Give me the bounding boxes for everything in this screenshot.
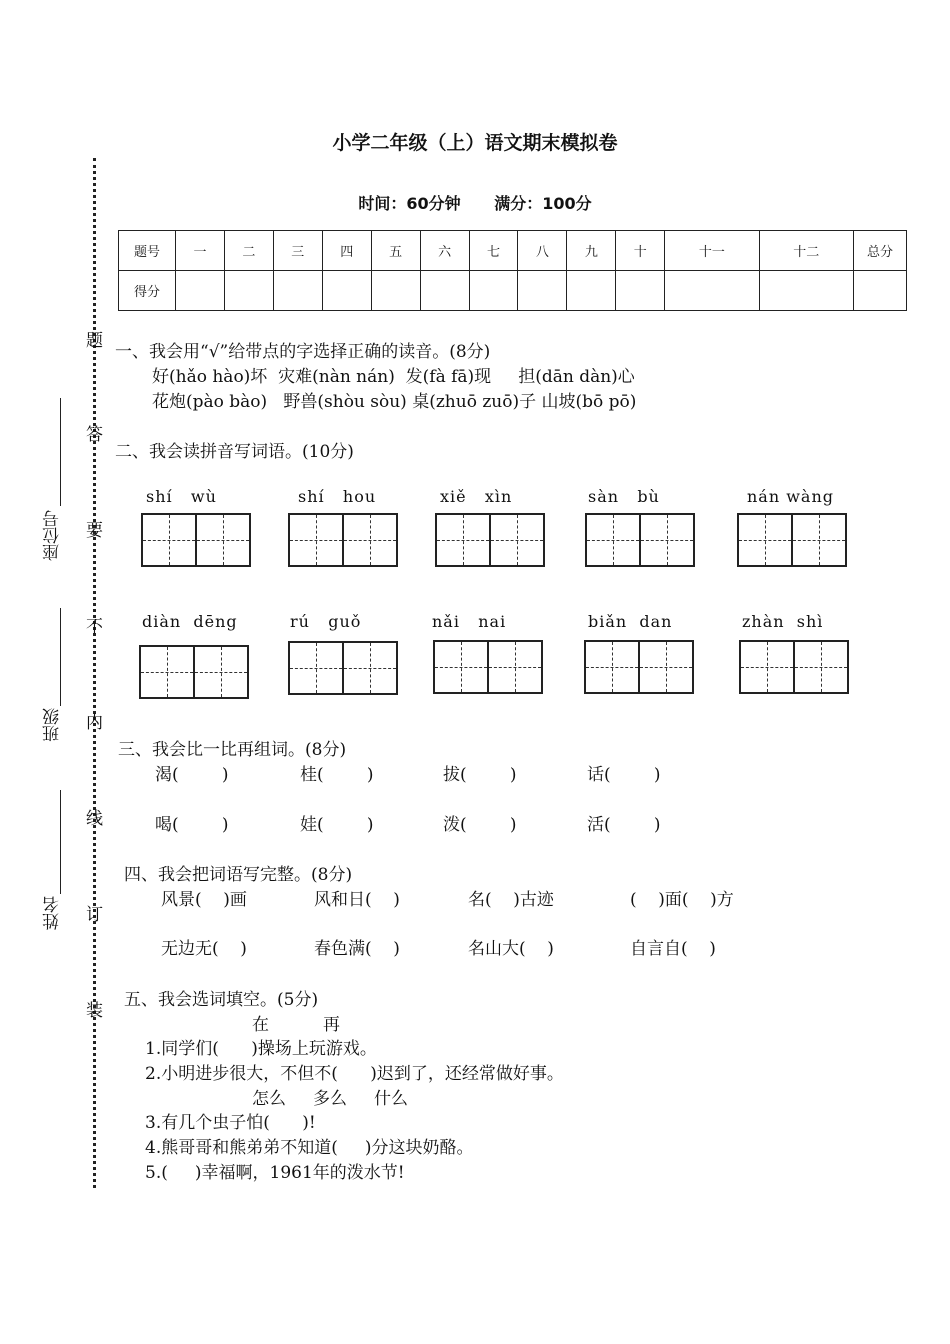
score-cell[interactable] bbox=[371, 271, 420, 311]
table-cell: 十二 bbox=[759, 231, 853, 271]
fill-question[interactable]: 2.小明进步很大，不但不( )迟到了，还经常做好事。 bbox=[145, 1064, 564, 1084]
score-table bbox=[118, 230, 907, 311]
writing-grid[interactable] bbox=[435, 513, 545, 567]
writing-grid[interactable] bbox=[739, 640, 849, 694]
table-cell: 八 bbox=[518, 231, 567, 271]
writing-grid[interactable] bbox=[141, 513, 251, 567]
compare-item[interactable]: 话( ) bbox=[587, 765, 661, 785]
idiom-item[interactable]: 春色满( ) bbox=[314, 939, 400, 959]
pinyin-label: shí wù bbox=[146, 487, 217, 506]
section-4-heading: 四、我会把词语写完整。(8分) bbox=[124, 865, 353, 885]
full-score: 满分：100分 bbox=[494, 194, 592, 213]
writing-grid[interactable] bbox=[139, 645, 249, 699]
idiom-item[interactable]: 名( )古迹 bbox=[468, 890, 554, 910]
score-cell[interactable] bbox=[322, 271, 371, 311]
compare-item[interactable]: 喝( ) bbox=[155, 815, 229, 835]
section-1-heading: 一、我会用“√”给带点的字选择正确的读音。(8分) bbox=[115, 342, 491, 362]
name-line[interactable] bbox=[60, 790, 61, 894]
compare-item[interactable]: 娃( ) bbox=[300, 815, 374, 835]
idiom-item[interactable]: 风和日( ) bbox=[314, 890, 400, 910]
pinyin-label: zhàn shì bbox=[742, 612, 824, 631]
writing-grid[interactable] bbox=[584, 640, 694, 694]
word-options: 怎么 多么 什么 bbox=[252, 1089, 409, 1109]
table-header-row bbox=[119, 231, 907, 271]
table-cell: 得分 bbox=[119, 271, 176, 311]
table-score-row bbox=[119, 271, 907, 311]
score-cell[interactable] bbox=[518, 271, 567, 311]
table-cell: 九 bbox=[567, 231, 616, 271]
name-label: 姓名 bbox=[43, 896, 63, 930]
margin-char: 要 bbox=[86, 521, 103, 541]
margin-char: 装 bbox=[86, 1001, 103, 1021]
score-cell[interactable] bbox=[469, 271, 518, 311]
page-title: 小学二年级（上）语文期末模拟卷 bbox=[332, 132, 618, 154]
pinyin-label: nán wàng bbox=[747, 487, 835, 506]
section-2-heading: 二、我会读拼音写词语。(10分) bbox=[115, 442, 354, 462]
section-5-heading: 五、我会选词填空。(5分) bbox=[124, 990, 319, 1010]
seat-number-line[interactable] bbox=[60, 398, 61, 506]
writing-grid[interactable] bbox=[288, 641, 398, 695]
score-cell[interactable] bbox=[420, 271, 469, 311]
score-cell[interactable] bbox=[176, 271, 225, 311]
table-cell: 六 bbox=[420, 231, 469, 271]
score-cell[interactable] bbox=[665, 271, 759, 311]
table-cell: 三 bbox=[273, 231, 322, 271]
exam-info bbox=[0, 191, 950, 214]
fill-question[interactable]: 5.( )幸福啊，1961年的泼水节! bbox=[145, 1163, 405, 1183]
pinyin-label: xiě xìn bbox=[440, 487, 513, 506]
table-cell: 十 bbox=[616, 231, 665, 271]
score-cell[interactable] bbox=[616, 271, 665, 311]
margin-char: 不 bbox=[86, 617, 103, 637]
table-cell: 十一 bbox=[665, 231, 759, 271]
margin-char: 答 bbox=[86, 425, 103, 445]
pinyin-label: nǎi nai bbox=[432, 612, 507, 631]
margin-char: 订 bbox=[86, 905, 103, 925]
table-cell: 四 bbox=[322, 231, 371, 271]
score-cell[interactable] bbox=[854, 271, 907, 311]
seat-number-label: 座位号 bbox=[43, 510, 63, 561]
score-cell[interactable] bbox=[273, 271, 322, 311]
pinyin-label: sàn bù bbox=[588, 487, 660, 506]
writing-grid[interactable] bbox=[737, 513, 847, 567]
fill-question[interactable]: 3.有几个虫子怕( )! bbox=[145, 1113, 316, 1133]
compare-item[interactable]: 桂( ) bbox=[300, 765, 374, 785]
section-3-heading: 三、我会比一比再组词。(8分) bbox=[118, 740, 347, 760]
word-options: 在 再 bbox=[252, 1015, 341, 1035]
section-1-line-2: 花炮(pào bào) 野兽(shòu sòu) 桌(zhuō zuō)子 山坡(bō pō) bbox=[152, 392, 637, 412]
section-1-line-1: 好(hǎo hào)坏 灾难(nàn nán) 发(fà fā)现 担(dān dàn)心 bbox=[152, 367, 635, 387]
table-cell: 一 bbox=[176, 231, 225, 271]
binding-dotted-line bbox=[93, 158, 96, 1188]
table-cell: 七 bbox=[469, 231, 518, 271]
margin-char: 题 bbox=[86, 331, 103, 351]
class-line[interactable] bbox=[60, 608, 61, 706]
compare-item[interactable]: 渴( ) bbox=[155, 765, 229, 785]
score-cell[interactable] bbox=[567, 271, 616, 311]
table-cell: 二 bbox=[224, 231, 273, 271]
idiom-item[interactable]: 风景( )画 bbox=[161, 890, 247, 910]
fill-question[interactable]: 4.熊哥哥和熊弟弟不知道( )分这块奶酪。 bbox=[145, 1138, 474, 1158]
pinyin-label: shí hou bbox=[298, 487, 377, 506]
margin-char: 内 bbox=[86, 713, 103, 733]
pinyin-label: rú guǒ bbox=[290, 612, 362, 631]
score-cell[interactable] bbox=[224, 271, 273, 311]
idiom-item[interactable]: ( )面( )方 bbox=[630, 890, 734, 910]
compare-item[interactable]: 活( ) bbox=[587, 815, 661, 835]
table-cell: 总分 bbox=[854, 231, 907, 271]
table-cell: 题号 bbox=[119, 231, 176, 271]
compare-item[interactable]: 拔( ) bbox=[443, 765, 517, 785]
pinyin-label: biǎn dan bbox=[588, 612, 673, 631]
pinyin-label: diàn dēng bbox=[142, 612, 238, 631]
compare-item[interactable]: 泼( ) bbox=[443, 815, 517, 835]
writing-grid[interactable] bbox=[585, 513, 695, 567]
writing-grid[interactable] bbox=[288, 513, 398, 567]
fill-question[interactable]: 1.同学们( )操场上玩游戏。 bbox=[145, 1039, 377, 1059]
idiom-item[interactable]: 自言自( ) bbox=[630, 939, 716, 959]
writing-grid[interactable] bbox=[433, 640, 543, 694]
table-cell: 五 bbox=[371, 231, 420, 271]
margin-char: 线 bbox=[86, 809, 103, 829]
class-label: 班级 bbox=[43, 708, 63, 742]
score-cell[interactable] bbox=[759, 271, 853, 311]
time-limit: 时间：60分钟 bbox=[358, 194, 461, 213]
idiom-item[interactable]: 无边无( ) bbox=[161, 939, 247, 959]
idiom-item[interactable]: 名山大( ) bbox=[468, 939, 554, 959]
